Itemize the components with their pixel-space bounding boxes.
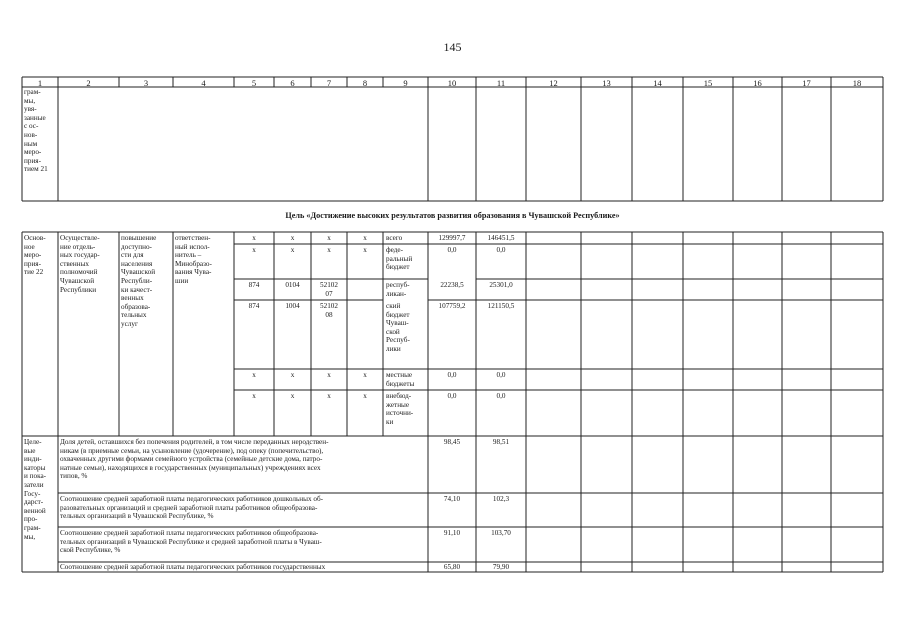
row2-v11: 25301,0	[489, 281, 513, 289]
row4-v10: 0,0	[447, 371, 457, 379]
row4-c6: х	[290, 371, 295, 379]
row5-c5: х	[252, 392, 256, 400]
col-header-2: 2	[86, 78, 91, 88]
row4-c5: х	[252, 371, 256, 379]
row2-c6: 0104	[285, 281, 300, 289]
col-header-13: 13	[602, 78, 611, 88]
col-header-14: 14	[653, 78, 662, 88]
row1-c7: х	[327, 246, 331, 254]
row3-v10: 107759,2	[438, 302, 466, 310]
row2-c7: 52102 07	[320, 281, 338, 298]
row4-c8: х	[363, 371, 367, 379]
page-number: 145	[443, 40, 462, 54]
row5-v11: 0,0	[496, 392, 506, 400]
row0-c8: х	[363, 234, 367, 242]
row1-c5: х	[252, 246, 256, 254]
col-header-1: 1	[37, 78, 43, 88]
row0-source: всего	[386, 234, 403, 242]
row5-c8: х	[363, 392, 367, 400]
row4-c7: х	[327, 371, 331, 379]
indicator-2-v11: 103,70	[491, 529, 511, 537]
row3-v11: 121150,5	[487, 302, 515, 310]
row1-v10: 0,0	[447, 246, 457, 254]
indicator-2-text: Соотношение средней заработной платы педагогических работников общеобразова- тельных организаций в Чувашской Республике и средней заработной платы в Чуваш- ской Республике, %	[60, 529, 322, 555]
col-header-10: 10	[447, 78, 457, 88]
col-header-16: 16	[753, 78, 762, 88]
col-header-12: 12	[549, 78, 558, 88]
col-header-4: 4	[201, 78, 206, 88]
indicator-3-v11: 79,90	[492, 563, 510, 571]
col-header-3: 3	[143, 78, 149, 88]
event-label: Основ- ное меро- прия- тие 22	[24, 234, 46, 277]
row3-source: ский бюджет Чуваш- ской Респуб- лики	[386, 302, 410, 353]
row2-c5: 874	[248, 281, 260, 289]
top-fragment-label: грам- мы, увя- занные с ос- нов- ным меро- прия- тием 21	[24, 88, 48, 174]
col-header-7: 7	[326, 78, 332, 88]
row0-v10: 129997,7	[438, 234, 466, 242]
indicators-label: Целе- вые инди- каторы и пока- затели Госу- дарст- венной про- грам- мы,	[24, 438, 47, 541]
row0-c5: х	[252, 234, 256, 242]
row1-c8: х	[363, 246, 367, 254]
indicator-1-v10: 74,10	[443, 495, 461, 503]
col-header-9: 9	[403, 78, 408, 88]
col-header-11: 11	[496, 78, 506, 88]
indicator-1-text: Соотношение средней заработной платы педагогических работников дошкольных об- разовательных организаций и средней заработной платы работников общеобразова- тельных организаций в Чувашской Республике, %	[60, 495, 324, 521]
row3-c7: 52102 08	[320, 302, 338, 319]
row5-source: внебюд- жетные источни- ки	[386, 392, 414, 426]
row5-c7: х	[327, 392, 331, 400]
row0-c7: х	[327, 234, 331, 242]
row2-source: респуб- ликан-	[386, 281, 410, 298]
row1-source: феде- ральный бюджет	[386, 246, 413, 272]
col-header-6: 6	[290, 78, 295, 88]
event-result: повышение доступно- сти для населения Чувашской Республи- ки качест- венных образова- тельных услуг	[121, 234, 157, 328]
row0-v11: 146451,5	[487, 234, 515, 242]
col-header-15: 15	[703, 78, 713, 88]
indicator-3-text: Соотношение средней заработной платы педагогических работников государственных	[60, 563, 326, 571]
event-executor: ответствен- ный испол- нитель – Минобразо- вания Чува- шии	[175, 234, 212, 285]
row2-v10: 22238,5	[440, 281, 464, 289]
indicator-0-v10: 98,45	[443, 438, 461, 446]
row4-v11: 0,0	[496, 371, 506, 379]
row4-source: местные бюджеты	[386, 371, 415, 388]
indicator-2-v10: 91,10	[443, 529, 461, 537]
col-header-5: 5	[251, 78, 257, 88]
row0-c6: х	[290, 234, 295, 242]
row1-c6: х	[290, 246, 295, 254]
row3-c6: 1004	[285, 302, 300, 310]
col-header-8: 8	[362, 78, 368, 88]
indicator-1-v11: 102,3	[492, 495, 510, 503]
goal-title: Цель «Достижение высоких результатов развития образования в Чувашской Республике»	[285, 211, 620, 220]
row1-v11: 0,0	[496, 246, 506, 254]
indicator-3-v10: 65,80	[443, 563, 461, 571]
row5-c6: х	[290, 392, 295, 400]
indicator-0-v11: 98,51	[492, 438, 510, 446]
col-header-18: 18	[852, 78, 862, 88]
event-name: Осуществле- ние отдель- ных государ- ственных полномочий Чувашской Республики	[60, 234, 100, 294]
col-header-17: 17	[802, 78, 811, 88]
row3-c5: 874	[248, 302, 260, 310]
indicator-0-text: Доля детей, оставшихся без попечения родителей, в том числе переданных неродствен- никам (в приемные семьи, на усыновление (удочерение), под опеку (попечительство), охваченных другими формами семейного устройства (семейные детские дома, патро- натные семьи), находящихся в государственных (муниципальных) учреждениях всех типов, %	[60, 438, 329, 481]
row5-v10: 0,0	[447, 392, 457, 400]
